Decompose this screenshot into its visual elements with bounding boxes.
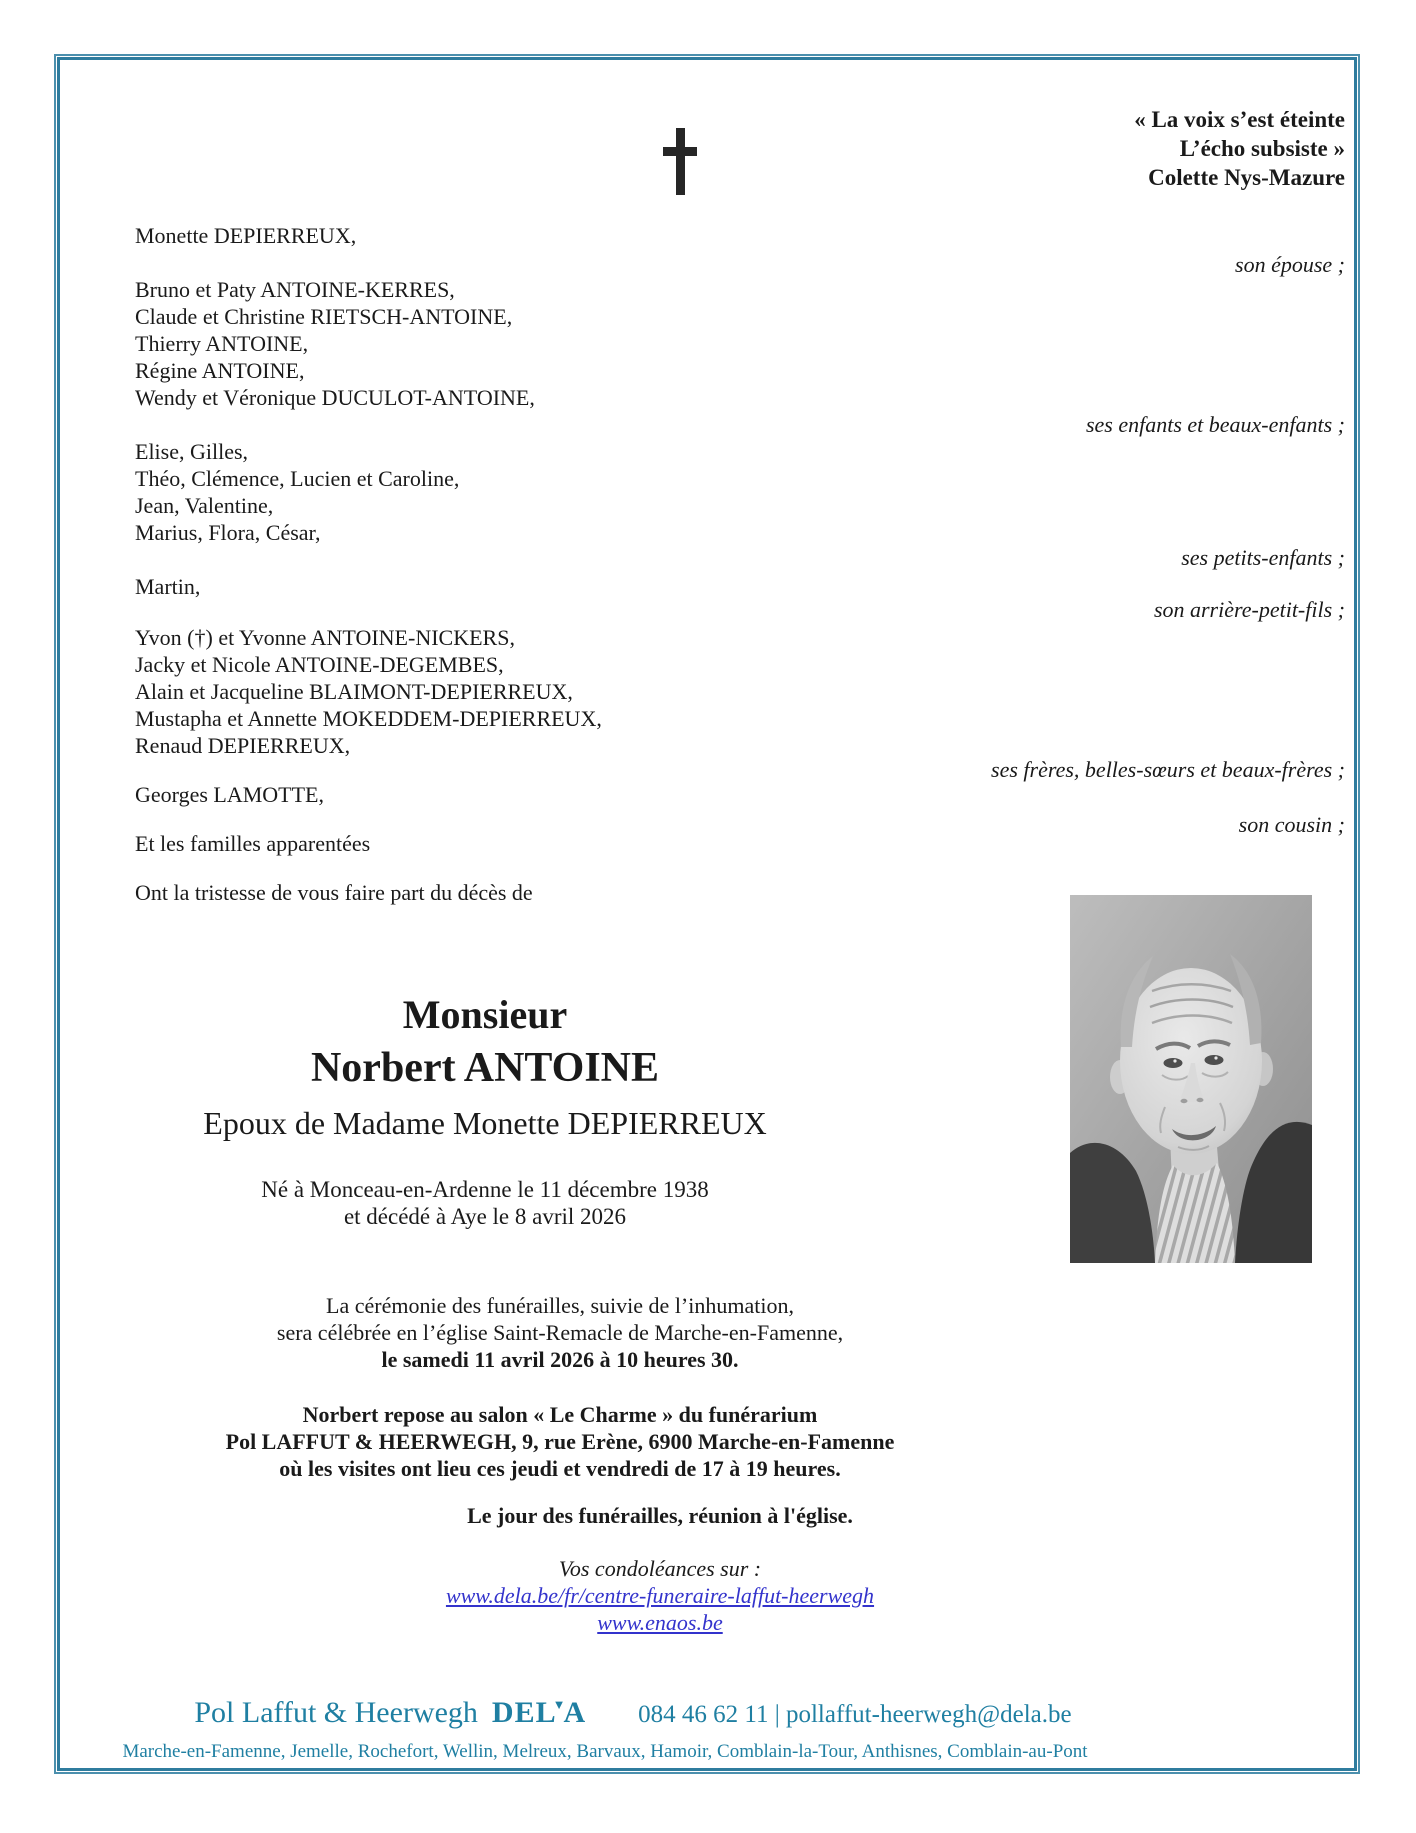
relation-label-epouse: son épouse ; [1235,252,1345,277]
dela-logo: DEL▼A [491,1696,587,1729]
relation-label-freres: ses frères, belles-sœurs et beaux-frères ; [991,757,1345,782]
ceremony-block [60,1292,1060,1482]
memorial-quote [1134,105,1345,192]
family-name-line: Marius, Flora, César, [135,520,321,545]
family-name-line: Renaud DEPIERREUX, [135,733,351,758]
ceremony-line-2: sera célébrée en l’église Saint-Remacle de Marche-en-Famenne, [276,1320,844,1345]
deceased-subtitle: Epoux de Madame Monette DEPIERREUX [203,1105,767,1141]
reunion-line: Le jour des funérailles, réunion à l'église. [467,1503,853,1528]
footer-contact: 084 46 62 11 | pollaffut-heerwegh@dela.be [638,1701,1072,1728]
birth-line: Né à Monceau-en-Ardenne le 11 décembre 1938 [261,1177,709,1202]
family-name-line: Théo, Clémence, Lucien et Caroline, [135,466,460,491]
funeral-home-logo [194,1696,586,1729]
death-line: et décédé à Aye le 8 avril 2026 [343,1204,627,1229]
condolences-label: Vos condoléances sur : [558,1556,762,1581]
relation-label-enfants: ses enfants et beaux-enfants ; [1085,412,1345,437]
family-names [135,222,602,906]
dela-triangle-icon: ▼ [552,1697,567,1712]
family-name-line: Et les familles apparentées [135,831,371,856]
reunion-condolences-block [60,1502,1260,1636]
family-name-line: Thierry ANTOINE, [135,331,309,356]
family-name-line: Yvon (†) et Yvonne ANTOINE-NICKERS, [135,625,515,650]
deceased-title: Monsieur [402,992,568,1037]
announcement-line: Ont la tristesse de vous faire part du décès de [135,880,533,905]
deceased-block [0,990,970,1230]
deceased-photo [1070,895,1312,1263]
funerarium-line-3: où les visites ont lieu ces jeudi et vendredi de 17 à 19 heures. [279,1456,841,1481]
condolence-link-enaos[interactable]: www.enaos.be [597,1610,723,1635]
relation-label-arriere-petit-fils: son arrière-petit-fils ; [1153,597,1345,622]
family-name-line: Jacky et Nicole ANTOINE-DEGEMBES, [135,652,504,677]
family-name-line: Mustapha et Annette MOKEDDEM-DEPIERREUX, [135,706,602,731]
family-name-line: Alain et Jacqueline BLAIMONT-DEPIERREUX, [135,679,573,704]
family-name-line: Elise, Gilles, [135,439,249,464]
family-name-line: Bruno et Paty ANTOINE-KERRES, [135,277,455,302]
latin-cross-icon [663,128,697,195]
quote-line-1: « La voix s’est éteinte [1134,107,1345,132]
funerarium-line-1: Norbert repose au salon « Le Charme » du funérarium [302,1402,818,1427]
family-name-line: Monette DEPIERREUX, [135,223,357,248]
family-name-line: Régine ANTOINE, [135,358,305,383]
quote-author: Colette Nys-Mazure [1148,165,1345,190]
footer-cities: Marche-en-Famenne, Jemelle, Rochefort, Wellin, Melreux, Barvaux, Hamoir, Comblain-la-Tour, Anthisnes, Comblain-au-Pont [122,1741,1088,1762]
family-name-line: Georges LAMOTTE, [135,782,324,807]
funeral-home-name: Pol Laffut & Heerwegh [194,1696,478,1729]
family-name-line: Jean, Valentine, [135,493,274,518]
relation-label-petits-enfants: ses petits-enfants ; [1181,545,1345,570]
deceased-name: Norbert ANTOINE [310,1045,660,1091]
condolence-link-dela[interactable]: www.dela.be/fr/centre-funeraire-laffut-heerwegh [445,1583,875,1608]
relation-label-cousin: son cousin ; [1238,812,1345,837]
funerarium-line-2: Pol LAFFUT & HEERWEGH, 9, rue Erène, 6900 Marche-en-Famenne [225,1429,895,1454]
footer-brand-line [0,1696,1266,1730]
ceremony-date-line: le samedi 11 avril 2026 à 10 heures 30. [381,1347,739,1372]
family-name-line: Wendy et Véronique DUCULOT-ANTOINE, [135,385,535,410]
quote-line-2: L’écho subsiste » [1179,136,1345,161]
ceremony-line-1: La cérémonie des funérailles, suivie de l’inhumation, [326,1293,794,1318]
family-name-line: Claude et Christine RIETSCH-ANTOINE, [135,304,513,329]
family-name-line: Martin, [135,574,201,599]
portrait-illustration [1070,895,1312,1263]
